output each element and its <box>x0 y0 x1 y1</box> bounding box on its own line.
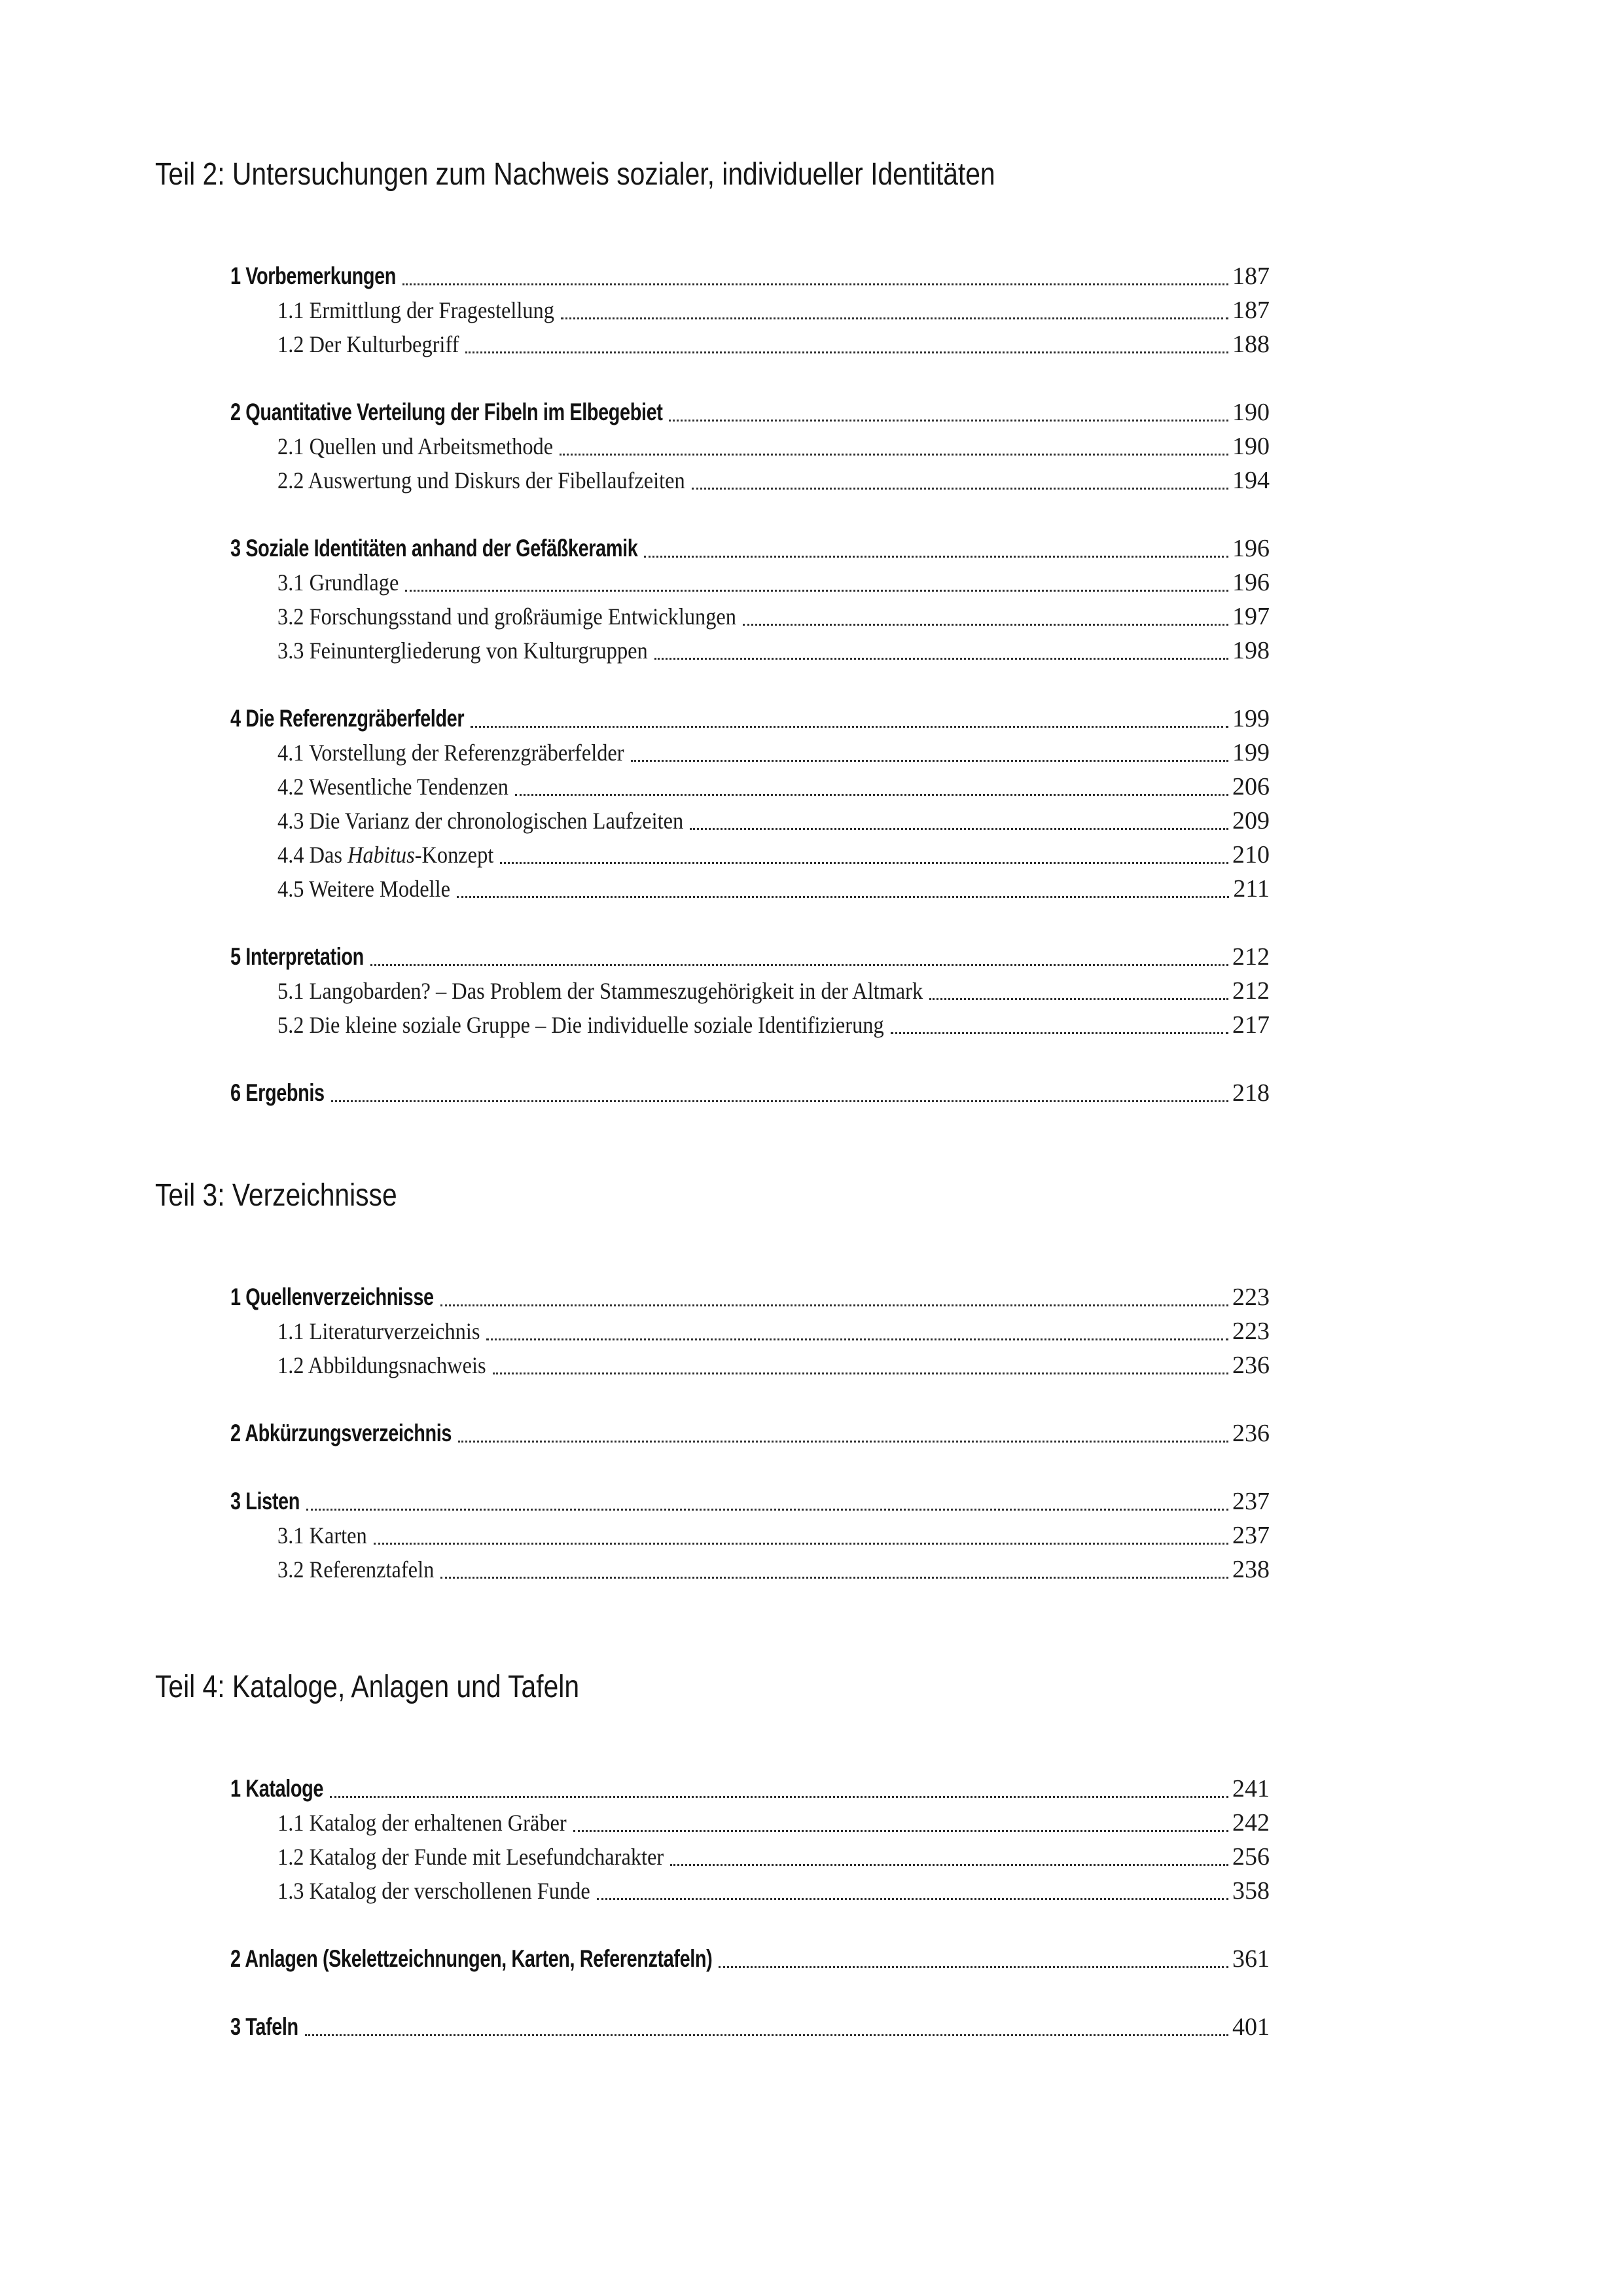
toc-row <box>230 702 1270 736</box>
toc-group <box>230 1416 1270 1450</box>
part-toc <box>230 1280 1270 1587</box>
toc-entry-label-segment: 1 Kataloge <box>230 1775 324 1802</box>
toc-entry-label-segment: 2.2 Auswertung und Diskurs der Fibellaufzeiten <box>277 467 685 493</box>
toc-entry-label-segment: 4.5 Weitere Modelle <box>277 876 451 902</box>
toc-entry-label <box>230 702 464 736</box>
toc-row <box>230 1008 1270 1042</box>
toc-entry-label-segment: 2.1 Quellen und Arbeitsmethode <box>277 433 554 459</box>
page-number: 361 <box>1232 1945 1270 1973</box>
dot-leader <box>560 454 1228 456</box>
dot-leader <box>405 590 1228 592</box>
dot-leader <box>690 828 1228 830</box>
toc-row <box>230 1416 1270 1450</box>
toc-entry-label-segment: 1 Vorbemerkungen <box>230 262 397 289</box>
toc-group <box>230 1280 1270 1382</box>
page-number: 210 <box>1232 841 1270 869</box>
toc-entry-label <box>277 429 553 463</box>
dot-leader <box>670 1864 1228 1866</box>
part-section <box>0 159 1623 1110</box>
toc-entry-label <box>230 1416 452 1450</box>
dot-leader <box>306 1509 1228 1511</box>
toc-row <box>230 1076 1270 1110</box>
toc-row <box>230 1314 1270 1348</box>
dot-leader <box>440 1577 1228 1579</box>
page-number: 194 <box>1232 467 1270 494</box>
toc-entry-label-segment: -Konzept <box>414 842 494 868</box>
toc-row <box>230 1840 1270 1874</box>
toc-row <box>230 1552 1270 1587</box>
dot-leader <box>440 1304 1228 1306</box>
toc-entry-label-segment: 5.2 Die kleine soziale Gruppe – Die individuelle soziale Identifizierung <box>277 1012 884 1038</box>
toc-entry-label-segment: 5 Interpretation <box>230 943 364 970</box>
toc-row <box>230 531 1270 565</box>
toc-entry-label-segment: 5.1 Langobarden? – Das Problem der Stammeszugehörigkeit in der Altmark <box>277 978 923 1004</box>
toc-row <box>230 770 1270 804</box>
dot-leader <box>631 760 1228 762</box>
toc-entry-label-segment: 3.2 Referenztafeln <box>277 1556 435 1583</box>
toc-row <box>230 804 1270 838</box>
toc-row <box>230 395 1270 429</box>
toc-entry-label <box>277 463 685 497</box>
toc-entry-label <box>230 395 662 429</box>
toc-entry-label <box>277 872 450 906</box>
toc-entry-label-segment: 1.2 Abbildungsnachweis <box>277 1352 486 1378</box>
toc-entry-label <box>277 327 459 361</box>
toc-group <box>230 395 1270 497</box>
dot-leader <box>305 2034 1228 2036</box>
page-number: 190 <box>1232 399 1270 426</box>
part-toc <box>230 1772 1270 2044</box>
toc-row <box>230 634 1270 668</box>
toc-entry-label <box>277 1874 590 1908</box>
toc-entry-label <box>230 1484 300 1518</box>
toc-entry-label <box>277 634 648 668</box>
dot-leader <box>493 1372 1228 1374</box>
page-number: 209 <box>1232 807 1270 834</box>
toc-row <box>230 1518 1270 1552</box>
toc-row <box>230 736 1270 770</box>
page-number: 199 <box>1232 739 1270 766</box>
toc-group <box>230 2010 1270 2044</box>
dot-leader <box>743 624 1228 626</box>
page-number: 401 <box>1232 2013 1270 2041</box>
toc-entry-label <box>277 1552 434 1587</box>
dot-leader <box>374 1543 1228 1545</box>
toc-entry-label <box>230 531 637 565</box>
toc-row <box>230 1806 1270 1840</box>
part-title: Teil 3: Verzeichnisse <box>155 1178 397 1213</box>
toc-entry-label-segment: 4.2 Wesentliche Tendenzen <box>277 774 508 800</box>
toc-entry-label <box>277 838 493 872</box>
toc-entry-label <box>277 1806 567 1840</box>
toc-entry-label <box>277 736 624 770</box>
toc-entry-label-segment: 3.1 Grundlage <box>277 569 399 596</box>
page-number: 238 <box>1232 1556 1270 1583</box>
part-title: Teil 4: Kataloge, Anlagen und Tafeln <box>155 1670 580 1704</box>
page-number: 190 <box>1232 433 1270 460</box>
dot-leader <box>486 1338 1228 1340</box>
page-number: 198 <box>1232 637 1270 664</box>
toc-row <box>230 974 1270 1008</box>
toc-entry-label-segment: 4 Die Referenzgräberfelder <box>230 705 465 732</box>
page-number: 187 <box>1232 296 1270 324</box>
dot-leader <box>465 351 1228 353</box>
toc-entry-label <box>230 1942 712 1976</box>
dot-leader <box>644 556 1228 558</box>
toc-entry-label <box>277 1348 486 1382</box>
dot-leader <box>891 1032 1228 1034</box>
toc-entry-label-segment: 1.1 Katalog der erhaltenen Gräber <box>277 1810 567 1836</box>
page-number: 211 <box>1233 875 1270 903</box>
toc-entry-label <box>277 565 399 600</box>
toc-entry-label-segment: 2 Abkürzungsverzeichnis <box>230 1420 452 1446</box>
toc-group <box>230 531 1270 668</box>
toc-row <box>230 293 1270 327</box>
toc-entry-label <box>230 1076 325 1110</box>
toc-entry-label <box>230 1772 323 1806</box>
page-number: 196 <box>1232 535 1270 562</box>
toc-entry-label-segment: 3 Soziale Identitäten anhand der Gefäßkeramik <box>230 535 638 562</box>
page-number: 199 <box>1232 705 1270 732</box>
toc-entry-label <box>230 259 396 293</box>
dot-leader <box>561 317 1228 319</box>
dot-leader <box>573 1830 1228 1832</box>
toc-row <box>230 1942 1270 1976</box>
toc-group <box>230 259 1270 361</box>
toc-group <box>230 1076 1270 1110</box>
page-number: 188 <box>1232 331 1270 358</box>
part-section <box>0 1672 1623 2044</box>
toc-entry-label <box>230 1280 434 1314</box>
page-number: 236 <box>1232 1352 1270 1379</box>
toc-entry-label-segment: 2 Anlagen (Skelettzeichnungen, Karten, Referenztafeln) <box>230 1945 713 1972</box>
page-number: 196 <box>1232 569 1270 596</box>
dot-leader <box>597 1898 1228 1900</box>
dot-leader <box>457 896 1229 898</box>
toc-row <box>230 872 1270 906</box>
toc-entry-label <box>277 1840 664 1874</box>
dot-leader <box>370 964 1228 966</box>
page-number: 237 <box>1232 1488 1270 1515</box>
part-title: Teil 2: Untersuchungen zum Nachweis sozialer, individueller Identitäten <box>155 157 995 192</box>
dot-leader <box>330 1796 1228 1798</box>
toc-entry-label-segment: 2 Quantitative Verteilung der Fibeln im Elbegebiet <box>230 399 663 425</box>
toc-entry-label-italic-segment: Habitus <box>348 842 415 868</box>
toc-group <box>230 702 1270 906</box>
toc-entry-label-segment: 1.1 Literaturverzeichnis <box>277 1318 480 1344</box>
toc-entry-label-segment: 1.2 Katalog der Funde mit Lesefundcharakter <box>277 1844 664 1870</box>
toc-entry-label-segment: 6 Ergebnis <box>230 1079 325 1106</box>
toc-entry-label-segment: 4.1 Vorstellung der Referenzgräberfelder <box>277 740 624 766</box>
toc-row <box>230 565 1270 600</box>
page-number: 218 <box>1232 1079 1270 1107</box>
toc-entry-label-segment: 3 Listen <box>230 1488 300 1515</box>
toc-entry-label-segment: 1.3 Katalog der verschollenen Funde <box>277 1878 590 1904</box>
toc-entry-label <box>277 974 923 1008</box>
dot-leader <box>719 1966 1228 1968</box>
toc-row <box>230 259 1270 293</box>
toc-entry-label <box>277 804 683 838</box>
toc-entry-label <box>277 1314 480 1348</box>
page-number: 223 <box>1232 1283 1270 1311</box>
toc-entry-label-segment: 3.2 Forschungsstand und großräumige Entwicklungen <box>277 603 737 630</box>
toc-entry-label <box>230 940 364 974</box>
toc-entry-label-segment: 1.2 Der Kulturbegriff <box>277 331 459 357</box>
toc-entry-label-segment: 1.1 Ermittlung der Fragestellung <box>277 297 554 323</box>
dot-leader <box>331 1100 1228 1102</box>
toc-row <box>230 1280 1270 1314</box>
page-number: 206 <box>1232 773 1270 800</box>
page-number: 212 <box>1232 943 1270 971</box>
toc-row <box>230 940 1270 974</box>
toc-row <box>230 600 1270 634</box>
dot-leader <box>692 488 1228 490</box>
part-toc <box>230 259 1270 1110</box>
toc-row <box>230 463 1270 497</box>
page-number: 358 <box>1232 1877 1270 1905</box>
toc-entry-label-segment: 4.3 Die Varianz der chronologischen Laufzeiten <box>277 808 684 834</box>
page-number: 212 <box>1232 977 1270 1005</box>
dot-leader <box>654 658 1228 660</box>
toc-entry-label-segment: 3 Tafeln <box>230 2013 298 2040</box>
page-number: 237 <box>1232 1522 1270 1549</box>
page-number: 197 <box>1232 603 1270 630</box>
toc-entry-label-segment: 1 Quellenverzeichnisse <box>230 1283 434 1310</box>
dot-leader <box>471 726 1228 728</box>
toc-row <box>230 1772 1270 1806</box>
toc-entry-label <box>277 1008 884 1042</box>
toc-group <box>230 1942 1270 1976</box>
dot-leader <box>669 420 1228 422</box>
page-number: 241 <box>1232 1775 1270 1803</box>
dot-leader <box>515 794 1228 796</box>
toc-row <box>230 838 1270 872</box>
page-number: 187 <box>1232 262 1270 290</box>
page-number: 217 <box>1232 1011 1270 1039</box>
page-number: 256 <box>1232 1843 1270 1871</box>
dot-leader <box>929 998 1228 1000</box>
toc-group <box>230 1772 1270 1908</box>
toc-row <box>230 1874 1270 1908</box>
toc-entry-label <box>277 600 736 634</box>
page-number: 242 <box>1232 1809 1270 1837</box>
toc-group <box>230 940 1270 1042</box>
toc-group <box>230 1484 1270 1587</box>
toc-entry-label <box>277 293 554 327</box>
toc-row <box>230 2010 1270 2044</box>
dot-leader <box>500 862 1228 864</box>
toc-row <box>230 429 1270 463</box>
dot-leader <box>458 1441 1228 1443</box>
toc-row <box>230 1348 1270 1382</box>
toc-row <box>230 327 1270 361</box>
dot-leader <box>402 283 1228 285</box>
toc-entry-label <box>277 1518 367 1552</box>
toc-entry-label-segment: 3.1 Karten <box>277 1522 367 1549</box>
toc-entry-label <box>230 2010 298 2044</box>
toc-entry-label-segment: 3.3 Feinuntergliederung von Kulturgruppen <box>277 637 648 664</box>
toc-row <box>230 1484 1270 1518</box>
toc-parts <box>0 159 1623 2044</box>
page-number: 236 <box>1232 1420 1270 1447</box>
toc-entry-label-segment: 4.4 Das <box>277 842 348 868</box>
page-number: 223 <box>1232 1318 1270 1345</box>
part-section <box>0 1180 1623 1587</box>
toc-entry-label <box>277 770 508 804</box>
